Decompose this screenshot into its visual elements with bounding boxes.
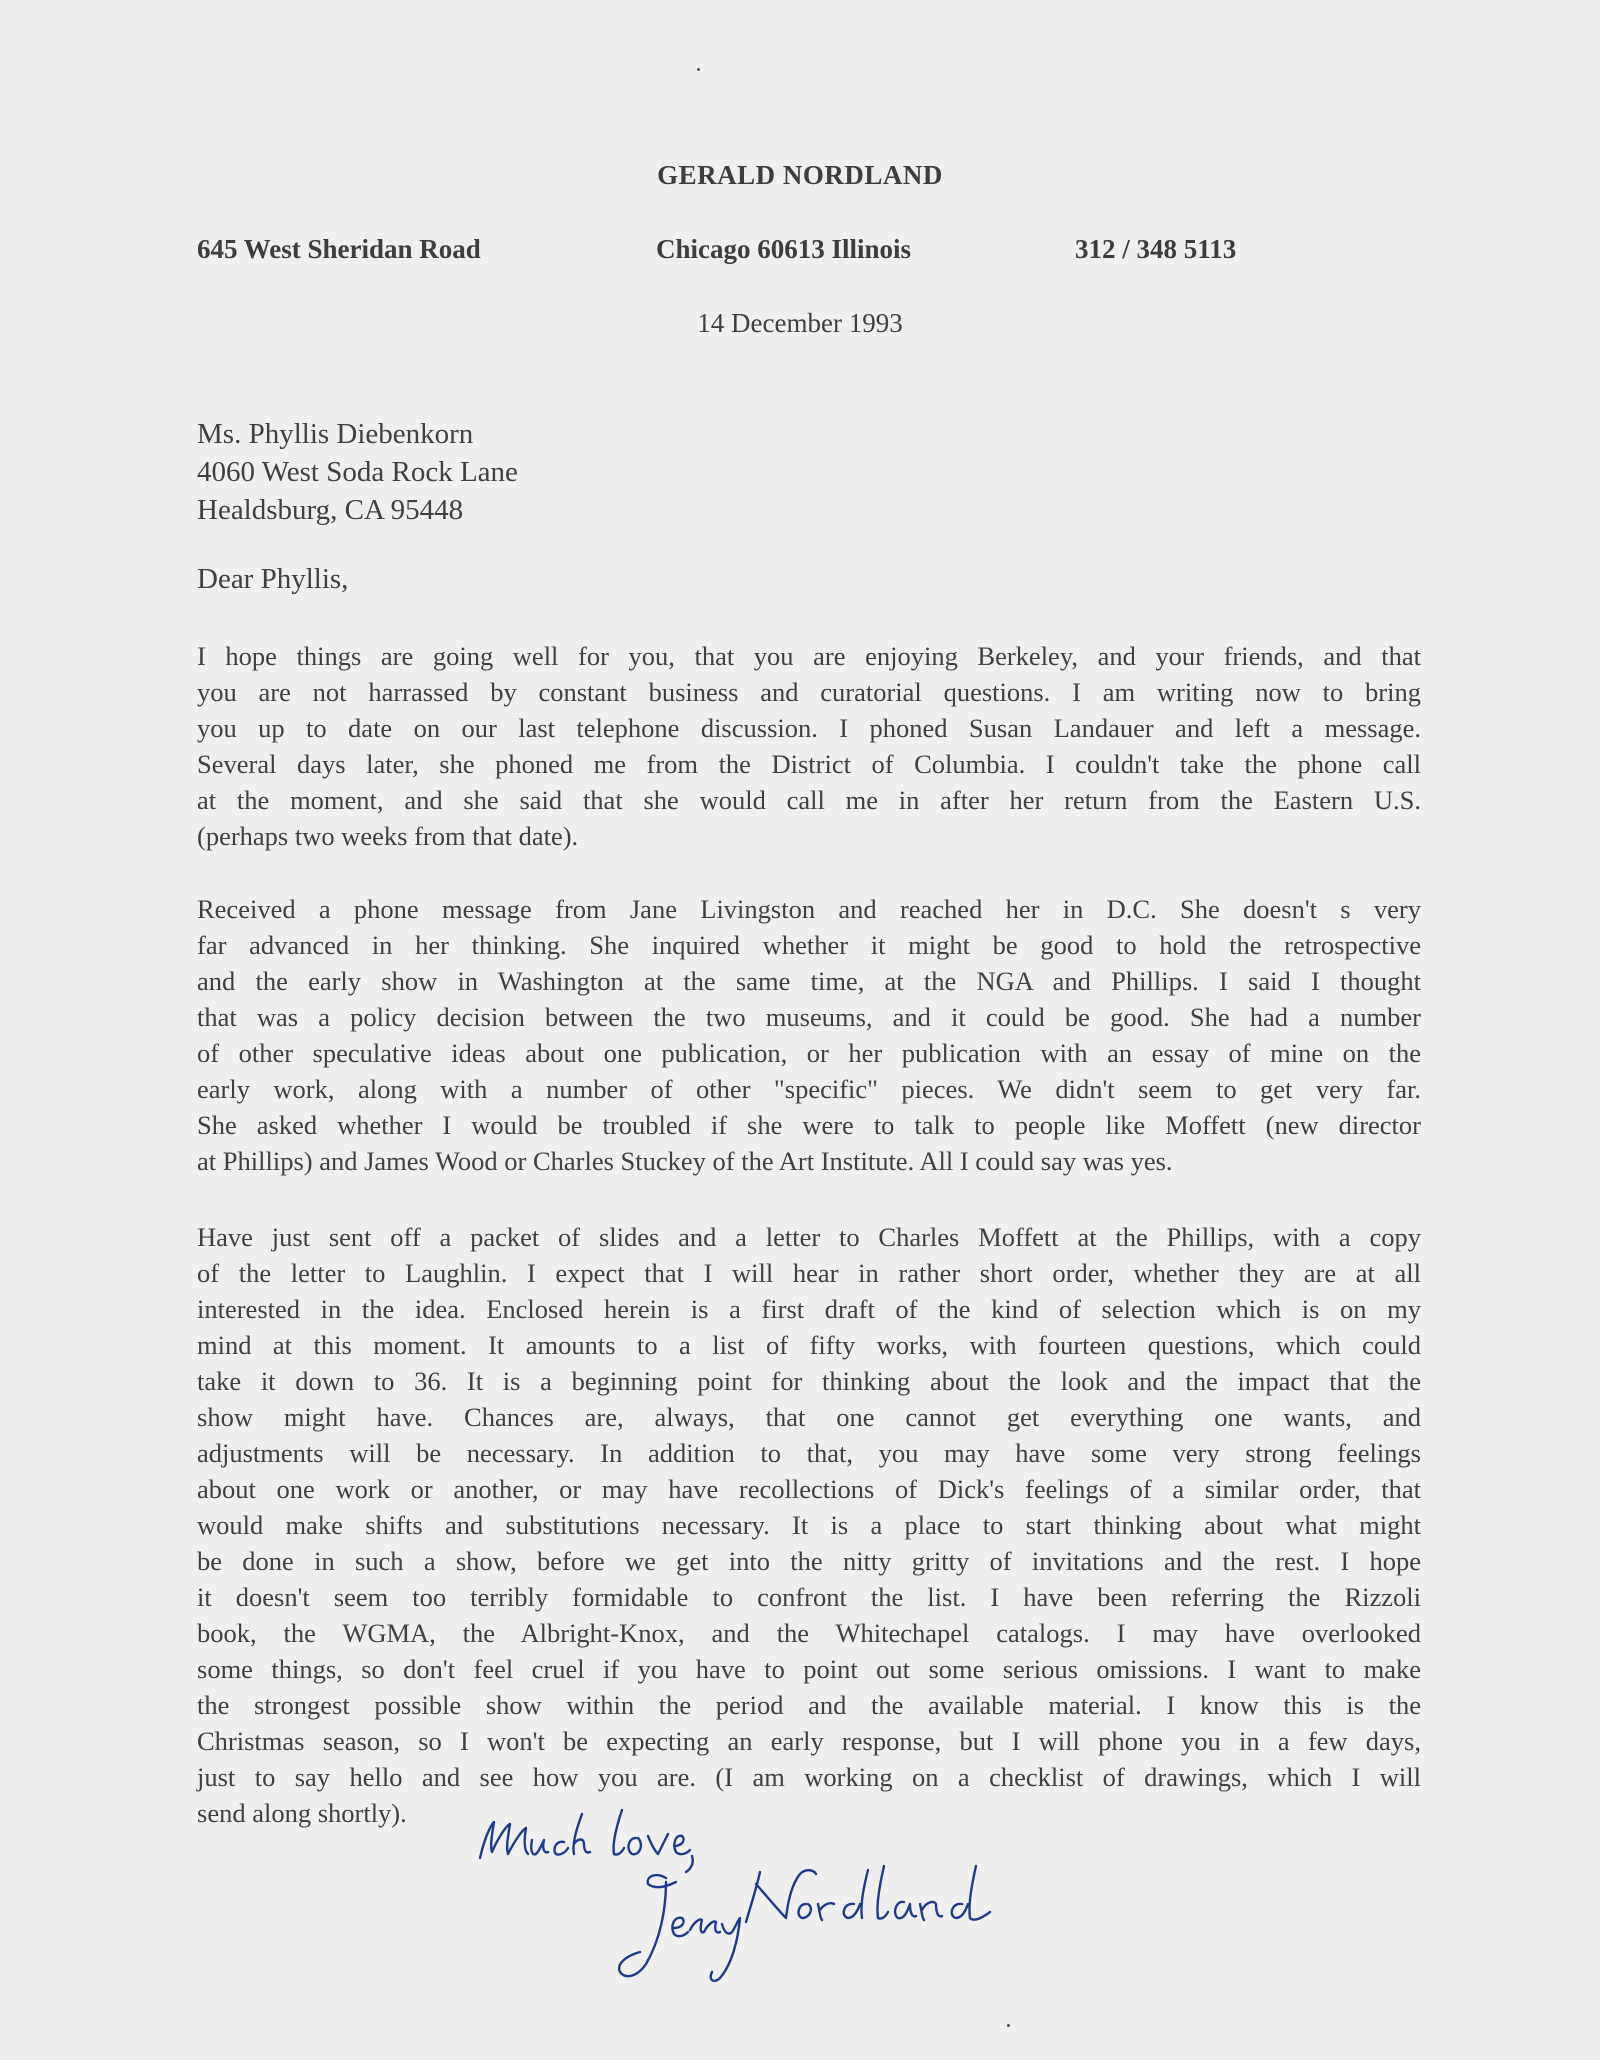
paragraph-line: interested in the idea. Enclosed herein is a first draft of the kind of selection which is on my <box>197 1294 1421 1324</box>
handwritten-signature <box>470 1800 1050 1990</box>
paragraph-2 <box>197 891 1421 1179</box>
recipient-name: Ms. Phyllis Diebenkorn <box>197 418 474 450</box>
paragraph-line: show might have. Chances are, always, that one cannot get everything one wants, and <box>197 1402 1421 1432</box>
salutation: Dear Phyllis, <box>197 563 349 595</box>
paragraph-line: Several days later, she phoned me from the District of Columbia. I couldn't take the phone call <box>197 749 1421 779</box>
paragraph-line: that was a policy decision between the two museums, and it could be good. She had a number <box>197 1002 1421 1032</box>
paragraph-line: far advanced in her thinking. She inquired whether it might be good to hold the retrospective <box>197 930 1421 960</box>
paragraph-line: adjustments will be necessary. In addition to that, you may have some very strong feelings <box>197 1438 1421 1468</box>
paragraph-line: take it down to 36. It is a beginning point for thinking about the look and the impact that the <box>197 1366 1421 1396</box>
paragraph-line: some things, so don't feel cruel if you have to point out some serious omissions. I want to make <box>197 1654 1421 1684</box>
paragraph-line: early work, along with a number of other "specific" pieces. We didn't seem to get very far. <box>197 1074 1421 1104</box>
paragraph-line: mind at this moment. It amounts to a list of fifty works, with fourteen questions, which could <box>197 1330 1421 1360</box>
paragraph-line: the strongest possible show within the period and the available material. I know this is the <box>197 1690 1421 1720</box>
paragraph-line: just to say hello and see how you are. (I am working on a checklist of drawings, which I will <box>197 1762 1421 1792</box>
recipient-street: 4060 West Soda Rock Lane <box>197 456 518 488</box>
letterhead-city: Chicago 60613 Illinois <box>656 234 912 264</box>
paper-speck <box>1007 2024 1010 2027</box>
paragraph-line: you up to date on our last telephone discussion. I phoned Susan Landauer and left a message. <box>197 713 1421 743</box>
paragraph-line: book, the WGMA, the Albright-Knox, and the Whitechapel catalogs. I may have overlooked <box>197 1618 1421 1648</box>
letterhead-street: 645 West Sheridan Road <box>197 234 481 264</box>
letterhead-name: GERALD NORDLAND <box>657 160 943 190</box>
paragraph-line: about one work or another, or may have recollections of Dick's feelings of a similar order, that <box>197 1474 1421 1504</box>
paragraph-line: be done in such a show, before we get into the nitty gritty of invitations and the rest. I hope <box>197 1546 1421 1576</box>
paragraph-line: at the moment, and she said that she would call me in after her return from the Eastern U.S. <box>197 785 1421 815</box>
paragraph-line: of the letter to Laughlin. I expect that I will hear in rather short order, whether they are at all <box>197 1258 1421 1288</box>
paragraph-line: and the early show in Washington at the same time, at the NGA and Phillips. I said I thought <box>197 966 1421 996</box>
recipient-address <box>197 415 518 529</box>
paragraph-line: you are not harrassed by constant business and curatorial questions. I am writing now to bring <box>197 677 1421 707</box>
paragraph-line: send along shortly). <box>197 1798 407 1828</box>
paragraph-1 <box>197 638 1421 854</box>
paragraph-line: Christmas season, so I won't be expecting an early response, but I will phone you in a few days, <box>197 1726 1421 1756</box>
letterhead-phone: 312 / 348 5113 <box>1075 234 1237 264</box>
paragraph-line: it doesn't seem too terribly formidable to confront the list. I have been referring the Rizzoli <box>197 1582 1421 1612</box>
recipient-city: Healdsburg, CA 95448 <box>197 494 464 526</box>
paragraph-line: (perhaps two weeks from that date). <box>197 821 579 851</box>
paragraph-line: Received a phone message from Jane Livingston and reached her in D.C. She doesn't s very <box>197 894 1421 924</box>
letter-date: 14 December 1993 <box>697 308 903 338</box>
paragraph-line: of other speculative ideas about one publication, or her publication with an essay of mine on the <box>197 1038 1421 1068</box>
paragraph-line: at Phillips) and James Wood or Charles Stuckey of the Art Institute. All I could say was yes. <box>197 1146 1173 1176</box>
paragraph-line: She asked whether I would be troubled if she were to talk to people like Moffett (new director <box>197 1110 1421 1140</box>
paper-speck <box>697 68 700 71</box>
paragraph-line: Have just sent off a packet of slides and a letter to Charles Moffett at the Phillips, with a copy <box>197 1222 1421 1252</box>
paragraph-3 <box>197 1219 1421 1831</box>
paragraph-line: I hope things are going well for you, that you are enjoying Berkeley, and your friends, and that <box>197 641 1421 671</box>
paragraph-line: would make shifts and substitutions necessary. It is a place to start thinking about what might <box>197 1510 1421 1540</box>
